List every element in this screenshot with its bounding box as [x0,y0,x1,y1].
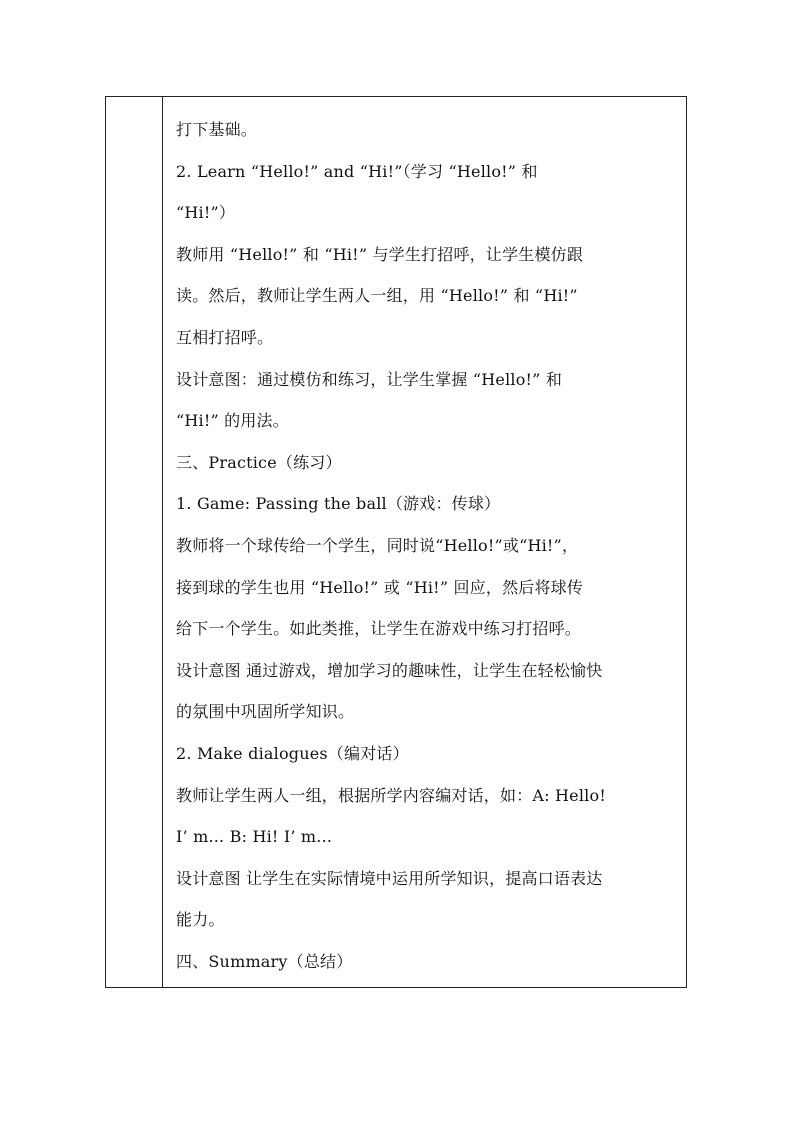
text-line: 打下基础。 [176,120,258,139]
text-line: 互相打招呼。 [176,327,274,347]
text-line: 读。然后，教师让学生两人一组，用 “Hello!” 和 “Hi!” [176,286,578,306]
text-line: 教师将一个球传给一个学生，同时说“Hello!”或“Hi!”， [176,535,579,555]
text-line: 设计意图 通过游戏，增加学习的趣味性，让学生在轻松愉快 [176,660,603,680]
text-line: I’ m... B: Hi! I’ m... [176,827,333,847]
text-line: “Hi!”） [176,203,236,223]
lesson-plan-table [105,96,687,988]
table-left-column [106,97,163,987]
text-line: 设计意图 让学生在实际情境中运用所学知识，提高口语表达 [176,868,603,888]
table-content-cell [176,109,681,982]
text-line: 的氛围中巩固所学知识。 [176,702,355,722]
text-line: 1. Game: Passing the ball（游戏：传球） [176,494,501,514]
text-line: “Hi!” 的用法。 [176,411,289,431]
text-line: 给下一个学生。如此类推，让学生在游戏中练习打招呼。 [176,619,582,639]
text-line: 接到球的学生也用 “Hello!” 或 “Hi!” 回应，然后将球传 [176,577,584,597]
text-line: 教师让学生两人一组，根据所学内容编对话，如：A: Hello! [176,785,606,805]
text-line: 2. Make dialogues（编对话） [176,743,409,763]
text-line: 2. Learn “Hello!” and “Hi!”（学习 “Hello!” 和 [176,161,538,181]
section-heading: 三、Practice（练习） [176,452,342,472]
section-heading: 四、Summary（总结） [176,951,353,971]
text-line: 能力。 [176,910,225,930]
text-line: 设计意图：通过模仿和练习，让学生掌握 “Hello!” 和 [176,369,563,389]
text-line: 教师用 “Hello!” 和 “Hi!” 与学生打招呼，让学生模仿跟 [176,244,584,264]
